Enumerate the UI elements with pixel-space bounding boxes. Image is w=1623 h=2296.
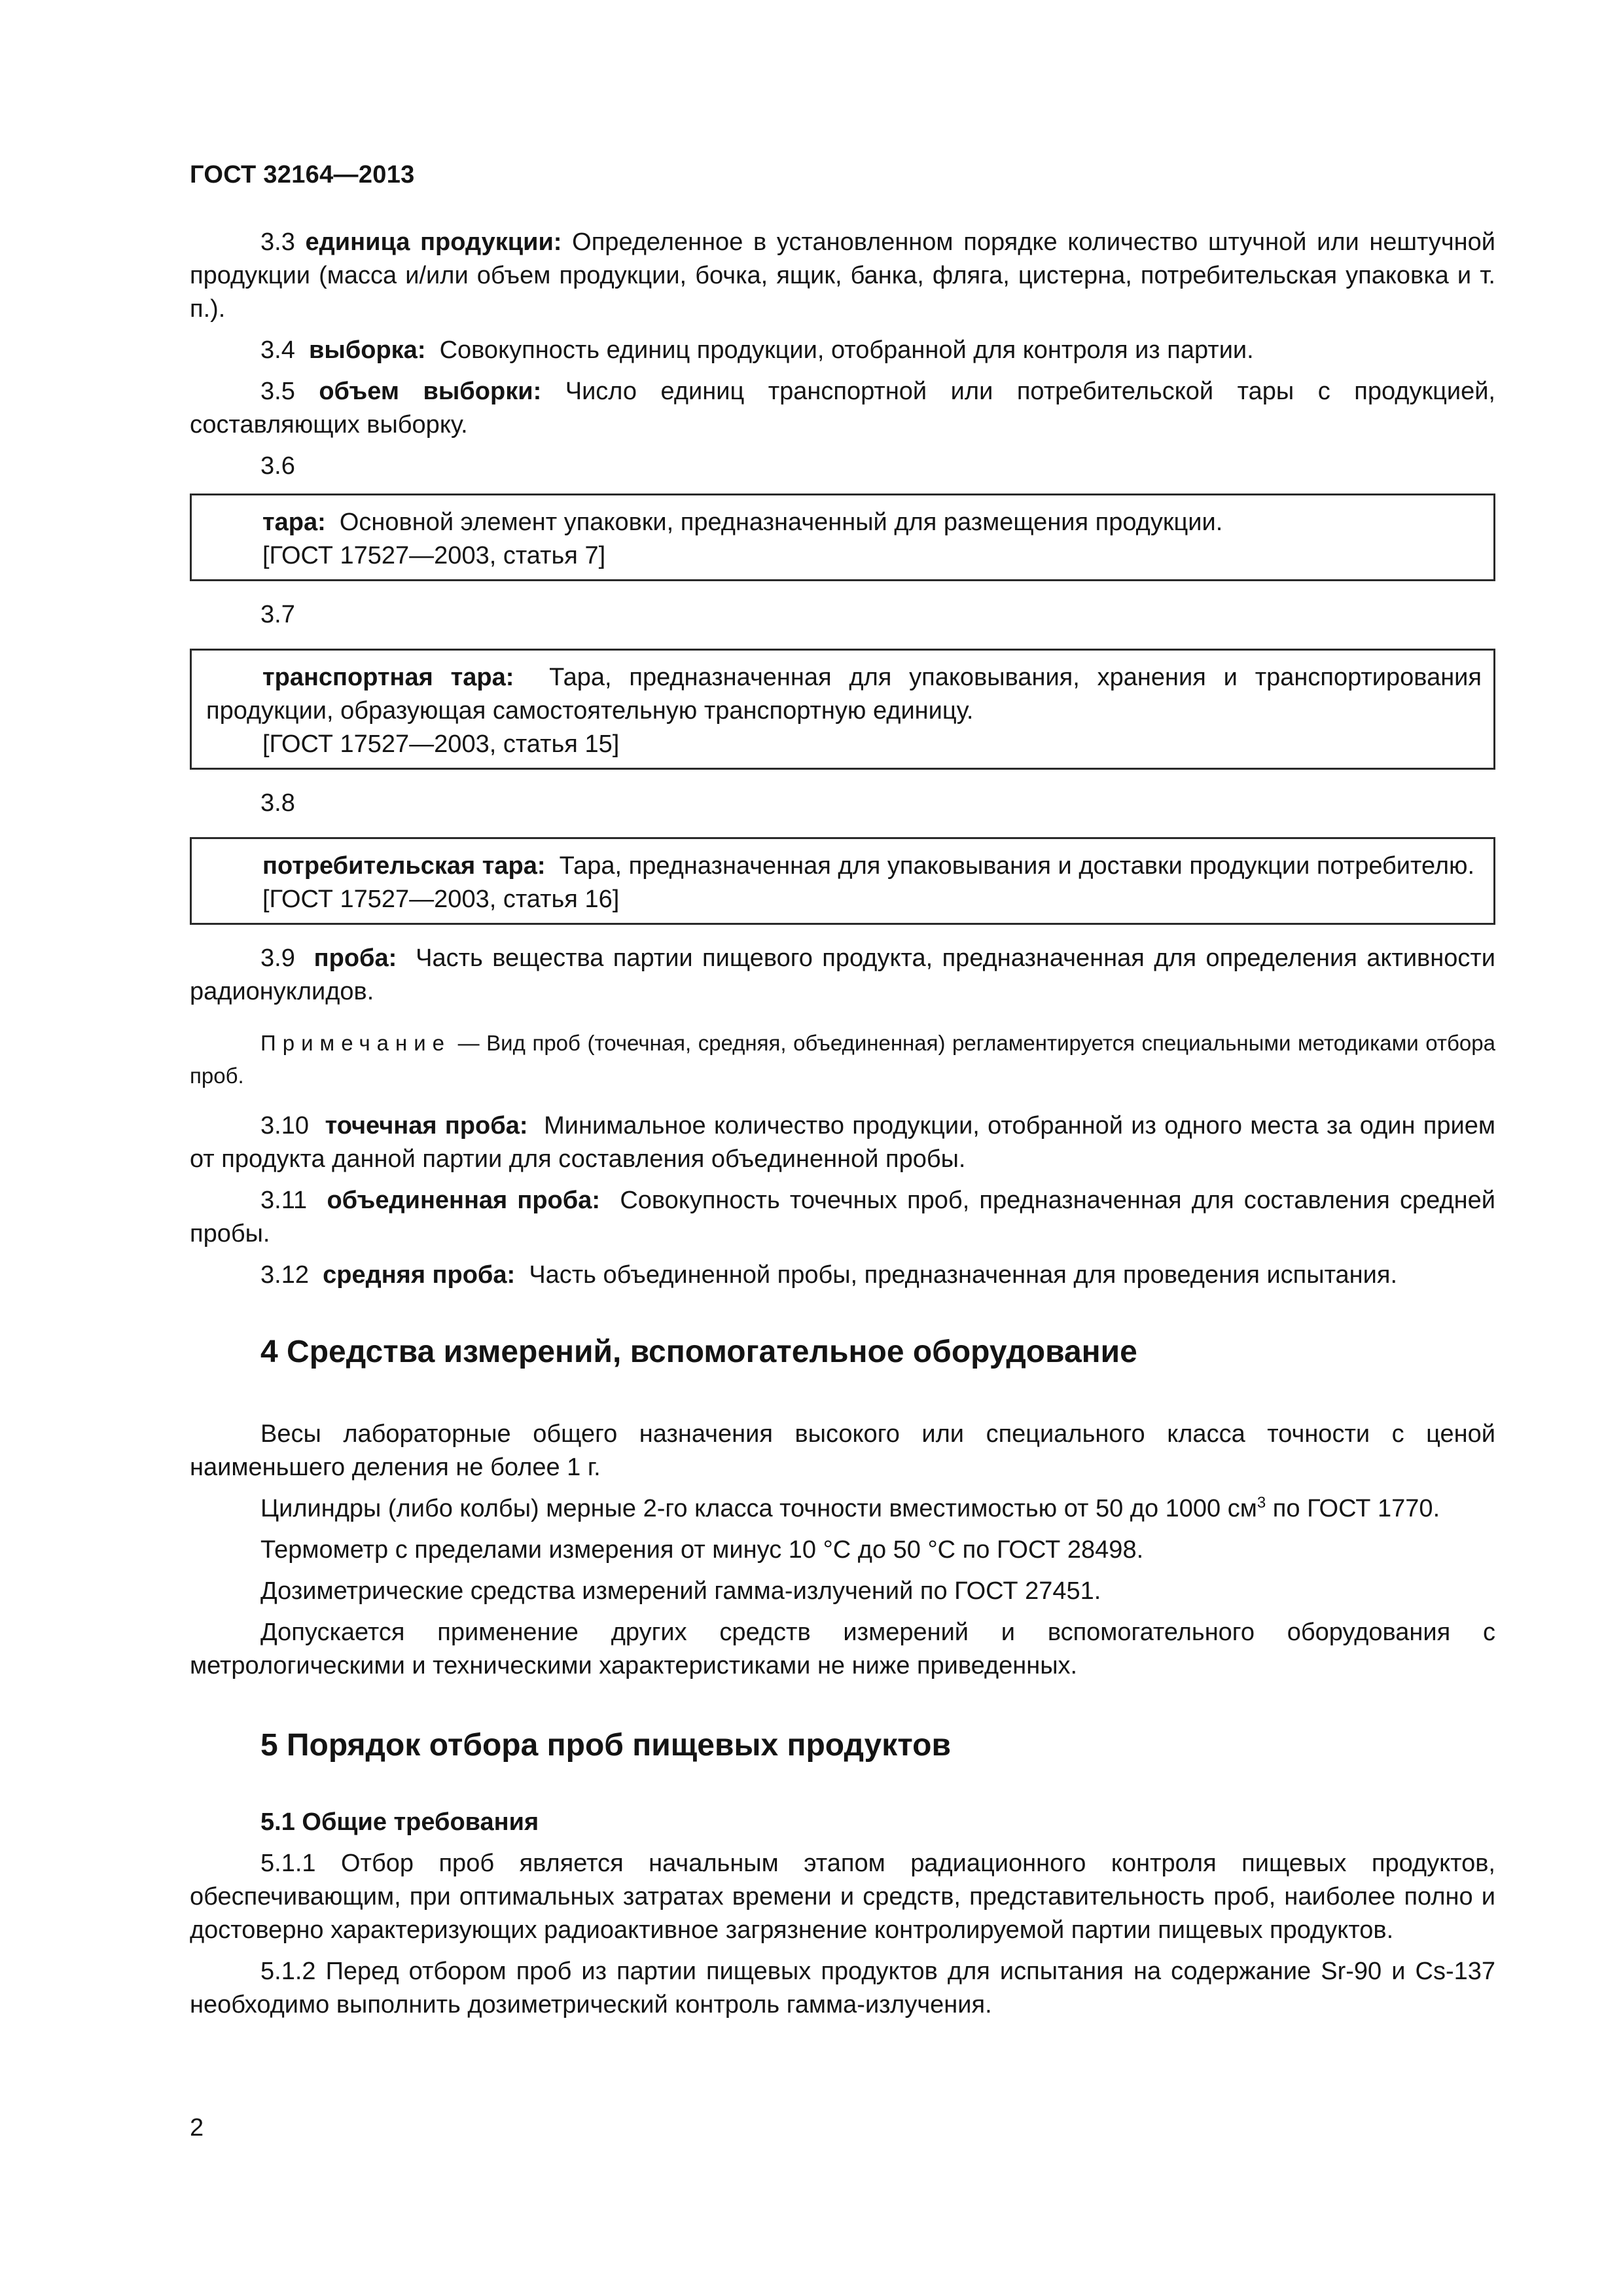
clause-number: 3.4	[260, 336, 295, 364]
clause-text: Определенное в установленном порядке количество штучной или нештучной продукции (масса и/или объем продукции, бочка, ящик, банка, фляга, цистерна, потребительская упаковка и т. п.).	[190, 228, 1496, 323]
box-reference: [ГОСТ 17527—2003, статья 7]	[262, 542, 606, 569]
clause-text: Часть вещества партии пищевого продукта, предназначенная для определения активности радионуклидов.	[190, 944, 1495, 1005]
definition-box-3-8	[190, 837, 1495, 925]
clause-3-12	[190, 1259, 1495, 1292]
note-label: Примечание	[260, 1031, 452, 1055]
clause-term: объединенная проба:	[327, 1187, 601, 1214]
clause-3-6-number: 3.6	[260, 452, 295, 480]
clause-text: Минимальное количество продукции, отобранной из одного места за один прием от продукта данной партии для составления объединенной пробы.	[190, 1112, 1495, 1173]
clause-term: потребительская тара:	[262, 852, 546, 880]
clause-number: 3.9	[260, 944, 295, 972]
clause-term: проба:	[313, 944, 397, 972]
clause-text: Основной элемент упаковки, предназначенный для размещения продукции.	[339, 509, 1223, 536]
note	[190, 1027, 1495, 1092]
definition-box-3-7	[190, 649, 1495, 770]
clause-text: Число единиц транспортной или потребительской тары с продукцией, составляющих выборку.	[190, 378, 1495, 439]
box-reference: [ГОСТ 17527—2003, статья 16]	[262, 886, 620, 913]
clause-number: 3.5	[260, 378, 295, 405]
document-header: ГОСТ 32164—2013	[190, 161, 415, 188]
clause-number: 3.11	[260, 1187, 308, 1214]
clause-text: Совокупность единиц продукции, отобранной для контроля из партии.	[439, 336, 1254, 364]
page-number: 2	[190, 2114, 204, 2142]
clause-term: объем выборки:	[319, 378, 542, 405]
clause-term: точечная проба:	[325, 1112, 528, 1139]
clause-term: транспортная тара:	[262, 664, 514, 691]
clause-number: 3.12	[260, 1261, 309, 1289]
definition-box-3-6	[190, 493, 1495, 581]
section-4-heading: 4 Средства измерений, вспомогательное оборудование	[260, 1335, 1137, 1369]
clause-text: Совокупность точечных проб, предназначенная для составления средней пробы.	[190, 1187, 1495, 1247]
section-4-paragraph: Допускается применение других средств измерений и вспомогательного оборудования с метрологическими и техническими характеристиками не ниже приведенных.	[190, 1619, 1495, 1679]
clause-3-5	[190, 375, 1495, 442]
section-4-paragraph: Дозиметрические средства измерений гамма-излучений по ГОСТ 27451.	[260, 1577, 1101, 1605]
superscript: 3	[1257, 1494, 1266, 1512]
clause-3-8-number: 3.8	[260, 789, 295, 817]
document-body	[190, 226, 1495, 2022]
section-4-paragraph: Весы лабораторные общего назначения высокого или специального класса точности с ценой наименьшего деления не более 1 г.	[190, 1420, 1495, 1481]
box-reference: [ГОСТ 17527—2003, статья 15]	[262, 730, 620, 758]
clause-text: Часть объединенной пробы, предназначенная для проведения испытания.	[529, 1261, 1398, 1289]
clause-3-4	[190, 334, 1495, 367]
clause-3-10	[190, 1109, 1495, 1176]
note-text: — Вид проб (точечная, средняя, объединенная) регламентируется специальными методиками отбора проб.	[190, 1031, 1495, 1088]
clause-number: 3.10	[260, 1112, 309, 1139]
box-definition	[206, 661, 1482, 728]
section-4-paragraph: Цилиндры (либо колбы) мерные 2-го класса точности вместимостью от 50 до 1000 $см^3$ по ГОСТ 1770.	[260, 1494, 1440, 1522]
box-definition	[206, 506, 1482, 539]
clause-3-9	[190, 942, 1495, 1009]
clause-3-11	[190, 1184, 1495, 1251]
section-5-heading: 5 Порядок отбора проб пищевых продуктов	[260, 1728, 951, 1763]
subsection-5-1-heading: 5.1 Общие требования	[260, 1808, 539, 1836]
clause-term: выборка:	[308, 336, 426, 364]
clause-text: Тара, предназначенная для упаковывания и доставки продукции потребителю.	[559, 852, 1475, 880]
box-definition	[206, 850, 1482, 883]
section-4-paragraph: Термометр с пределами измерения от минус 10 °С до 50 °С по ГОСТ 28498.	[260, 1536, 1144, 1564]
clause-term: единица продукции:	[305, 228, 562, 256]
clause-number: 3.3	[260, 228, 295, 256]
clause-3-7-number: 3.7	[260, 601, 295, 628]
clause-term: тара:	[262, 509, 326, 536]
clause-term: средняя проба:	[323, 1261, 516, 1289]
clause-text: Тара, предназначенная для упаковывания, хранения и транспортирования продукции, образующая самостоятельную транспортную единицу.	[206, 664, 1482, 725]
clause-5-1-2: 5.1.2 Перед отбором проб из партии пищевых продуктов для испытания на содержание Sr-90 и Cs-137 необходимо выполнить дозиметрический контроль гамма-излучения.	[190, 1958, 1495, 2018]
clause-3-3	[190, 226, 1495, 326]
clause-5-1-1: 5.1.1 Отбор проб является начальным этапом радиационного контроля пищевых продуктов, обеспечивающим, при оптимальных затратах времени и средств, представительность проб, наиболее полно и достоверно характеризующих радиоактивное загрязнение контролируемой партии пищевых продуктов.	[190, 1850, 1495, 1944]
